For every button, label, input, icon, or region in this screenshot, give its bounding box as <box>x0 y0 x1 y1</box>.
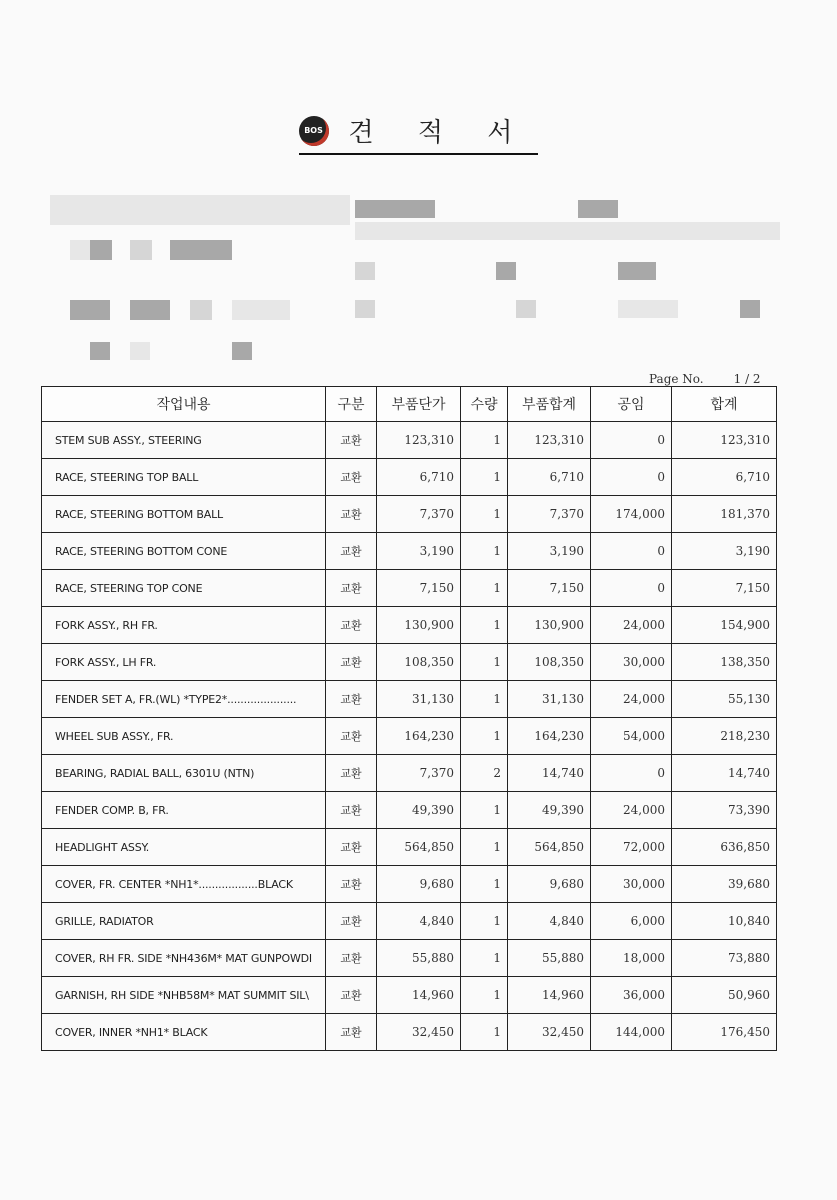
redaction-block <box>232 342 252 360</box>
parts-total: 564,850 <box>508 829 591 866</box>
table-row <box>42 644 777 681</box>
parts-total: 108,350 <box>508 644 591 681</box>
labor-cost: 30,000 <box>591 866 672 903</box>
work-description: WHEEL SUB ASSY., FR. <box>42 718 326 755</box>
redaction-block <box>740 300 760 318</box>
work-type: 교환 <box>326 607 377 644</box>
table-row <box>42 940 777 977</box>
work-type: 교환 <box>326 829 377 866</box>
unit-price: 14,960 <box>377 977 461 1014</box>
unit-price: 7,370 <box>377 755 461 792</box>
parts-total: 3,190 <box>508 533 591 570</box>
table-row <box>42 607 777 644</box>
title-block <box>299 112 539 155</box>
quantity: 1 <box>461 533 508 570</box>
line-total: 14,740 <box>672 755 777 792</box>
work-description: GARNISH, RH SIDE *NHB58M* MAT SUMMIT SIL\ <box>42 977 326 1014</box>
parts-total: 49,390 <box>508 792 591 829</box>
unit-price: 7,370 <box>377 496 461 533</box>
unit-price: 9,680 <box>377 866 461 903</box>
table-row <box>42 459 777 496</box>
column-header-parts-total: 부품합계 <box>508 387 591 422</box>
redaction-block <box>618 262 656 280</box>
parts-total: 32,450 <box>508 1014 591 1051</box>
column-header-labor: 공임 <box>591 387 672 422</box>
line-total: 138,350 <box>672 644 777 681</box>
document-header <box>0 112 837 155</box>
unit-price: 123,310 <box>377 422 461 459</box>
quantity: 1 <box>461 644 508 681</box>
quantity: 1 <box>461 607 508 644</box>
work-type: 교환 <box>326 644 377 681</box>
work-description: FENDER COMP. B, FR. <box>42 792 326 829</box>
labor-cost: 30,000 <box>591 644 672 681</box>
quantity: 1 <box>461 422 508 459</box>
work-type: 교환 <box>326 496 377 533</box>
work-description: RACE, STEERING TOP BALL <box>42 459 326 496</box>
unit-price: 4,840 <box>377 903 461 940</box>
page-number-label: Page No. <box>649 372 704 386</box>
labor-cost: 0 <box>591 570 672 607</box>
labor-cost: 24,000 <box>591 681 672 718</box>
parts-total: 14,960 <box>508 977 591 1014</box>
quantity: 2 <box>461 755 508 792</box>
parts-total: 31,130 <box>508 681 591 718</box>
line-total: 218,230 <box>672 718 777 755</box>
parts-total: 9,680 <box>508 866 591 903</box>
work-description: RACE, STEERING TOP CONE <box>42 570 326 607</box>
parts-total: 55,880 <box>508 940 591 977</box>
line-total: 55,130 <box>672 681 777 718</box>
column-header-type: 구분 <box>326 387 377 422</box>
column-header-work: 작업내용 <box>42 387 326 422</box>
line-total: 10,840 <box>672 903 777 940</box>
work-description: COVER, RH FR. SIDE *NH436M* MAT GUNPOWDI <box>42 940 326 977</box>
line-total: 636,850 <box>672 829 777 866</box>
line-total: 73,390 <box>672 792 777 829</box>
unit-price: 55,880 <box>377 940 461 977</box>
unit-price: 49,390 <box>377 792 461 829</box>
page-number-value: 1 / 2 <box>733 372 761 386</box>
unit-price: 108,350 <box>377 644 461 681</box>
work-type: 교환 <box>326 903 377 940</box>
line-total: 39,680 <box>672 866 777 903</box>
redaction-block <box>516 300 536 318</box>
table-row <box>42 829 777 866</box>
table-row <box>42 977 777 1014</box>
work-description: FORK ASSY., LH FR. <box>42 644 326 681</box>
unit-price: 32,450 <box>377 1014 461 1051</box>
work-type: 교환 <box>326 866 377 903</box>
labor-cost: 24,000 <box>591 607 672 644</box>
table-row <box>42 792 777 829</box>
labor-cost: 24,000 <box>591 792 672 829</box>
redaction-block <box>70 240 90 260</box>
parts-total: 6,710 <box>508 459 591 496</box>
work-description: BEARING, RADIAL BALL, 6301U (NTN) <box>42 755 326 792</box>
redaction-block <box>130 300 170 320</box>
work-description: FENDER SET A, FR.(WL) *TYPE2*..................... <box>42 681 326 718</box>
quantity: 1 <box>461 829 508 866</box>
line-total: 154,900 <box>672 607 777 644</box>
unit-price: 7,150 <box>377 570 461 607</box>
quantity: 1 <box>461 459 508 496</box>
table-row <box>42 681 777 718</box>
redaction-block <box>170 240 232 260</box>
redaction-block <box>355 262 375 280</box>
labor-cost: 0 <box>591 755 672 792</box>
labor-cost: 0 <box>591 422 672 459</box>
work-type: 교환 <box>326 681 377 718</box>
work-description: GRILLE, RADIATOR <box>42 903 326 940</box>
redaction-block <box>130 240 152 260</box>
quantity: 1 <box>461 1014 508 1051</box>
line-total: 7,150 <box>672 570 777 607</box>
work-type: 교환 <box>326 1014 377 1051</box>
redaction-block <box>70 300 110 320</box>
redaction-block <box>618 300 678 318</box>
redaction-block <box>130 342 150 360</box>
quantity: 1 <box>461 792 508 829</box>
table-row <box>42 570 777 607</box>
quantity: 1 <box>461 496 508 533</box>
unit-price: 130,900 <box>377 607 461 644</box>
line-total: 6,710 <box>672 459 777 496</box>
table-row <box>42 903 777 940</box>
table-row <box>42 422 777 459</box>
table-row <box>42 1014 777 1051</box>
column-header-quantity: 수량 <box>461 387 508 422</box>
parts-total: 4,840 <box>508 903 591 940</box>
work-description: RACE, STEERING BOTTOM CONE <box>42 533 326 570</box>
line-total: 73,880 <box>672 940 777 977</box>
parts-total: 7,150 <box>508 570 591 607</box>
parts-total: 164,230 <box>508 718 591 755</box>
work-description: RACE, STEERING BOTTOM BALL <box>42 496 326 533</box>
column-header-total: 합계 <box>672 387 777 422</box>
parts-total: 14,740 <box>508 755 591 792</box>
work-type: 교환 <box>326 570 377 607</box>
line-total: 181,370 <box>672 496 777 533</box>
redaction-block <box>496 262 516 280</box>
quantity: 1 <box>461 570 508 607</box>
table-row <box>42 866 777 903</box>
redaction-block <box>355 222 780 240</box>
document-title: 견 적 서 <box>348 118 531 148</box>
labor-cost: 72,000 <box>591 829 672 866</box>
work-type: 교환 <box>326 977 377 1014</box>
quantity: 1 <box>461 940 508 977</box>
work-type: 교환 <box>326 422 377 459</box>
line-total: 123,310 <box>672 422 777 459</box>
unit-price: 3,190 <box>377 533 461 570</box>
unit-price: 164,230 <box>377 718 461 755</box>
line-total: 176,450 <box>672 1014 777 1051</box>
redaction-block <box>355 200 435 218</box>
page-number <box>649 372 761 386</box>
redaction-block <box>355 300 375 318</box>
redaction-block <box>50 195 350 225</box>
work-type: 교환 <box>326 792 377 829</box>
work-description: COVER, FR. CENTER *NH1*..................BLACK <box>42 866 326 903</box>
unit-price: 564,850 <box>377 829 461 866</box>
parts-total: 130,900 <box>508 607 591 644</box>
work-description: FORK ASSY., RH FR. <box>42 607 326 644</box>
table-row <box>42 755 777 792</box>
column-header-unit-price: 부품단가 <box>377 387 461 422</box>
unit-price: 31,130 <box>377 681 461 718</box>
parts-total: 123,310 <box>508 422 591 459</box>
estimate-table <box>41 386 777 1051</box>
table-row <box>42 496 777 533</box>
labor-cost: 174,000 <box>591 496 672 533</box>
work-description: HEADLIGHT ASSY. <box>42 829 326 866</box>
labor-cost: 0 <box>591 459 672 496</box>
line-total: 3,190 <box>672 533 777 570</box>
labor-cost: 6,000 <box>591 903 672 940</box>
redaction-block <box>190 300 212 320</box>
quantity: 1 <box>461 681 508 718</box>
work-type: 교환 <box>326 718 377 755</box>
labor-cost: 54,000 <box>591 718 672 755</box>
labor-cost: 0 <box>591 533 672 570</box>
bos-logo: BOS <box>299 116 329 146</box>
line-total: 50,960 <box>672 977 777 1014</box>
work-type: 교환 <box>326 940 377 977</box>
labor-cost: 36,000 <box>591 977 672 1014</box>
table-row <box>42 718 777 755</box>
labor-cost: 144,000 <box>591 1014 672 1051</box>
work-description: COVER, INNER *NH1* BLACK <box>42 1014 326 1051</box>
quantity: 1 <box>461 903 508 940</box>
redaction-block <box>90 342 110 360</box>
redaction-block <box>578 200 618 218</box>
labor-cost: 18,000 <box>591 940 672 977</box>
quantity: 1 <box>461 718 508 755</box>
redaction-block <box>232 300 290 320</box>
quantity: 1 <box>461 866 508 903</box>
parts-total: 7,370 <box>508 496 591 533</box>
quantity: 1 <box>461 977 508 1014</box>
unit-price: 6,710 <box>377 459 461 496</box>
work-type: 교환 <box>326 755 377 792</box>
redaction-block <box>90 240 112 260</box>
table-row <box>42 533 777 570</box>
work-description: STEM SUB ASSY., STEERING <box>42 422 326 459</box>
work-type: 교환 <box>326 459 377 496</box>
work-type: 교환 <box>326 533 377 570</box>
table-header-row <box>42 387 777 422</box>
